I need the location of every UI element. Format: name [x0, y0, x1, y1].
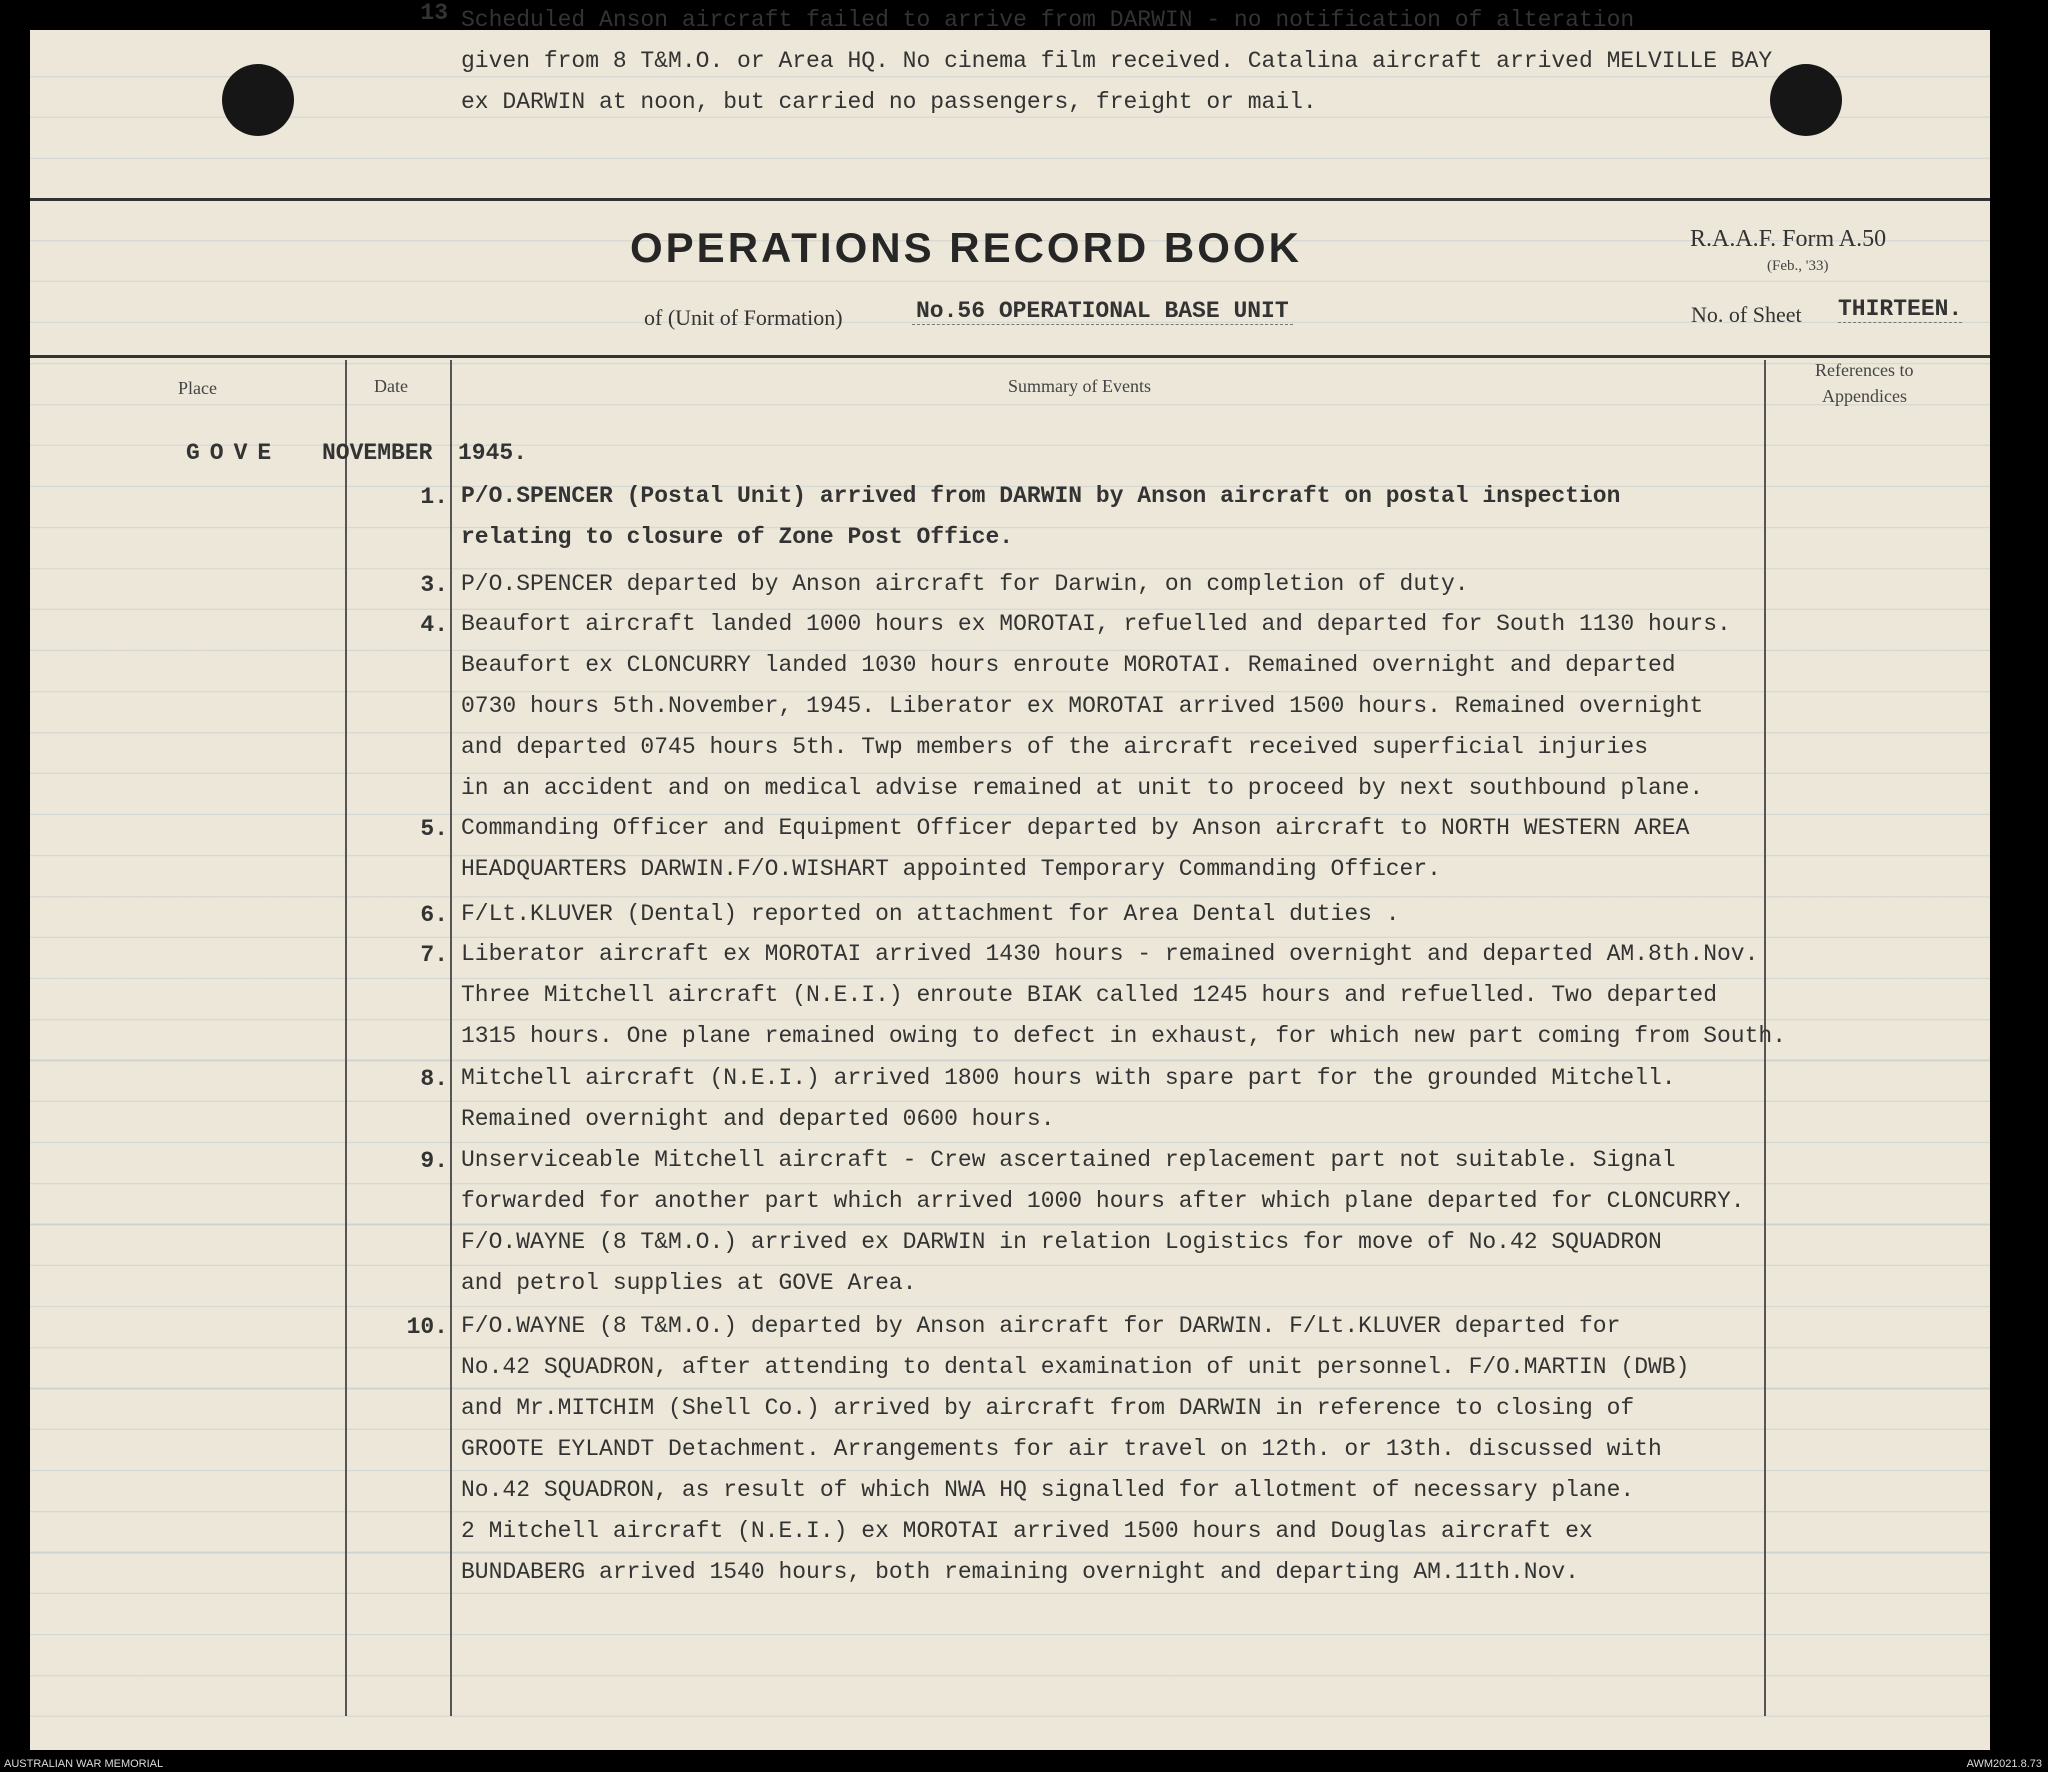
entry-date: 13	[420, 0, 448, 26]
entry-line: F/Lt.KLUVER (Dental) reported on attachment for Area Dental duties .	[461, 901, 1400, 927]
unit-label: of (Unit of Formation)	[644, 305, 843, 330]
entry-line: Beaufort aircraft landed 1000 hours ex MOROTAI, refuelled and departed for South 1130 hours.	[461, 611, 1731, 637]
entry-text	[461, 1058, 1901, 1140]
sheet-label: No. of Sheet	[1691, 302, 1802, 327]
place-value: GOVE	[186, 440, 282, 466]
entry-line: BUNDABERG arrived 1540 hours, both remaining overnight and departing AM.11th.Nov.	[461, 1559, 1579, 1585]
entry-line: Scheduled Anson aircraft failed to arrive from DARWIN - no notification of alteration	[461, 7, 1635, 33]
entry-text	[461, 894, 1901, 935]
entry-text	[461, 564, 1901, 605]
entry-text	[461, 476, 1901, 558]
form-date: (Feb., '33)	[1767, 258, 1829, 274]
entry-date: 8.	[420, 1066, 448, 1092]
punch-hole-left	[222, 64, 294, 136]
page-title: OPERATIONS RECORD BOOK	[630, 224, 1302, 271]
entry-line: and Mr.MITCHIM (Shell Co.) arrived by aircraft from DARWIN in reference to closing of	[461, 1395, 1635, 1421]
entry-text	[461, 934, 1901, 1057]
month-value: NOVEMBER	[322, 440, 433, 466]
unit-value: No.56 OPERATIONAL BASE UNIT	[912, 298, 1293, 325]
entry-text	[461, 1140, 1901, 1304]
sheet-value: THIRTEEN.	[1838, 296, 1963, 322]
entry-line: Remained overnight and departed 0600 hours.	[461, 1106, 1055, 1132]
entry-text	[461, 808, 1901, 890]
entry-line: Mitchell aircraft (N.E.I.) arrived 1800 hours with spare part for the grounded Mitchell.	[461, 1065, 1676, 1091]
credit-line: AUSTRALIAN WAR MEMORIAL	[4, 1758, 164, 1770]
entry-line: GROOTE EYLANDT Detachment. Arrangements for air travel on 12th. or 13th. discussed with	[461, 1436, 1662, 1462]
entry-date: 4.	[420, 612, 448, 638]
entry-line: Beaufort ex CLONCURRY landed 1030 hours enroute MOROTAI. Remained overnight and departed	[461, 652, 1676, 678]
entry-text	[461, 0, 1901, 123]
entry-line: Unserviceable Mitchell aircraft - Crew ascertained replacement part not suitable. Signal	[461, 1147, 1676, 1173]
entry-line: F/O.WAYNE (8 T&M.O.) arrived ex DARWIN in relation Logistics for move of No.42 SQUADRON	[461, 1229, 1662, 1255]
entry-line: given from 8 T&M.O. or Area HQ. No cinema film received. Catalina aircraft arrived MELVILLE BAY	[461, 48, 1773, 74]
top-rule	[30, 198, 1990, 201]
entry-line: and departed 0745 hours 5th. Twp members of the aircraft received superficial injuries	[461, 734, 1648, 760]
entry-line: forwarded for another part which arrived 1000 hours after which plane departed for CLONCURRY.	[461, 1188, 1745, 1214]
entry-line: ex DARWIN at noon, but carried no passengers, freight or mail.	[461, 89, 1317, 115]
entry-line: Liberator aircraft ex MOROTAI arrived 1430 hours - remained overnight and departed AM.8th.Nov.	[461, 941, 1759, 967]
entry-text	[461, 604, 1901, 809]
column-place: Place	[178, 378, 217, 398]
divider-place-date	[345, 360, 347, 1716]
entry-line: P/O.SPENCER (Postal Unit) arrived from DARWIN by Anson aircraft on postal inspection	[461, 483, 1621, 509]
entry-line: 1315 hours. One plane remained owing to defect in exhaust, for which new part coming from South.	[461, 1023, 1787, 1049]
year-value: 1945.	[458, 440, 528, 466]
form-number: R.A.A.F. Form A.50	[1690, 226, 1887, 252]
header-rule	[30, 355, 1990, 358]
entry-line: Three Mitchell aircraft (N.E.I.) enroute BIAK called 1245 hours and refuelled. Two departed	[461, 982, 1718, 1008]
archive-reference: AWM2021.8.73	[1966, 1758, 2042, 1770]
entry-text	[461, 1306, 1901, 1593]
entry-line: 2 Mitchell aircraft (N.E.I.) ex MOROTAI arrived 1500 hours and Douglas aircraft ex	[461, 1518, 1593, 1544]
entry-line: P/O.SPENCER departed by Anson aircraft for Darwin, on completion of duty.	[461, 571, 1469, 597]
column-references: References to	[1815, 360, 1914, 380]
entry-date: 5.	[420, 816, 448, 842]
entry-date: 6.	[420, 902, 448, 928]
entry-date: 9.	[420, 1148, 448, 1174]
column-appendices: Appendices	[1822, 386, 1907, 406]
entry-line: No.42 SQUADRON, after attending to dental examination of unit personnel. F/O.MARTIN (DWB)	[461, 1354, 1690, 1380]
entry-line: No.42 SQUADRON, as result of which NWA HQ signalled for allotment of necessary plane.	[461, 1477, 1635, 1503]
divider-date-summary	[450, 360, 452, 1716]
entry-date: 3.	[420, 572, 448, 598]
entry-line: in an accident and on medical advise remained at unit to proceed by next southbound plane.	[461, 775, 1704, 801]
entry-date: 1.	[420, 484, 448, 510]
entry-line: Commanding Officer and Equipment Officer departed by Anson aircraft to NORTH WESTERN AREA	[461, 815, 1690, 841]
entry-line: F/O.WAYNE (8 T&M.O.) departed by Anson aircraft for DARWIN. F/Lt.KLUVER departed for	[461, 1313, 1621, 1339]
column-date: Date	[374, 376, 408, 396]
entry-line: HEADQUARTERS DARWIN.F/O.WISHART appointed Temporary Commanding Officer.	[461, 856, 1441, 882]
column-summary: Summary of Events	[1008, 376, 1151, 396]
entry-line: relating to closure of Zone Post Office.	[461, 524, 1014, 550]
entry-date: 7.	[420, 942, 448, 968]
entry-date: 10.	[406, 1314, 448, 1340]
entry-line: and petrol supplies at GOVE Area.	[461, 1270, 917, 1296]
entry-line: 0730 hours 5th.November, 1945. Liberator ex MOROTAI arrived 1500 hours. Remained overnight	[461, 693, 1704, 719]
